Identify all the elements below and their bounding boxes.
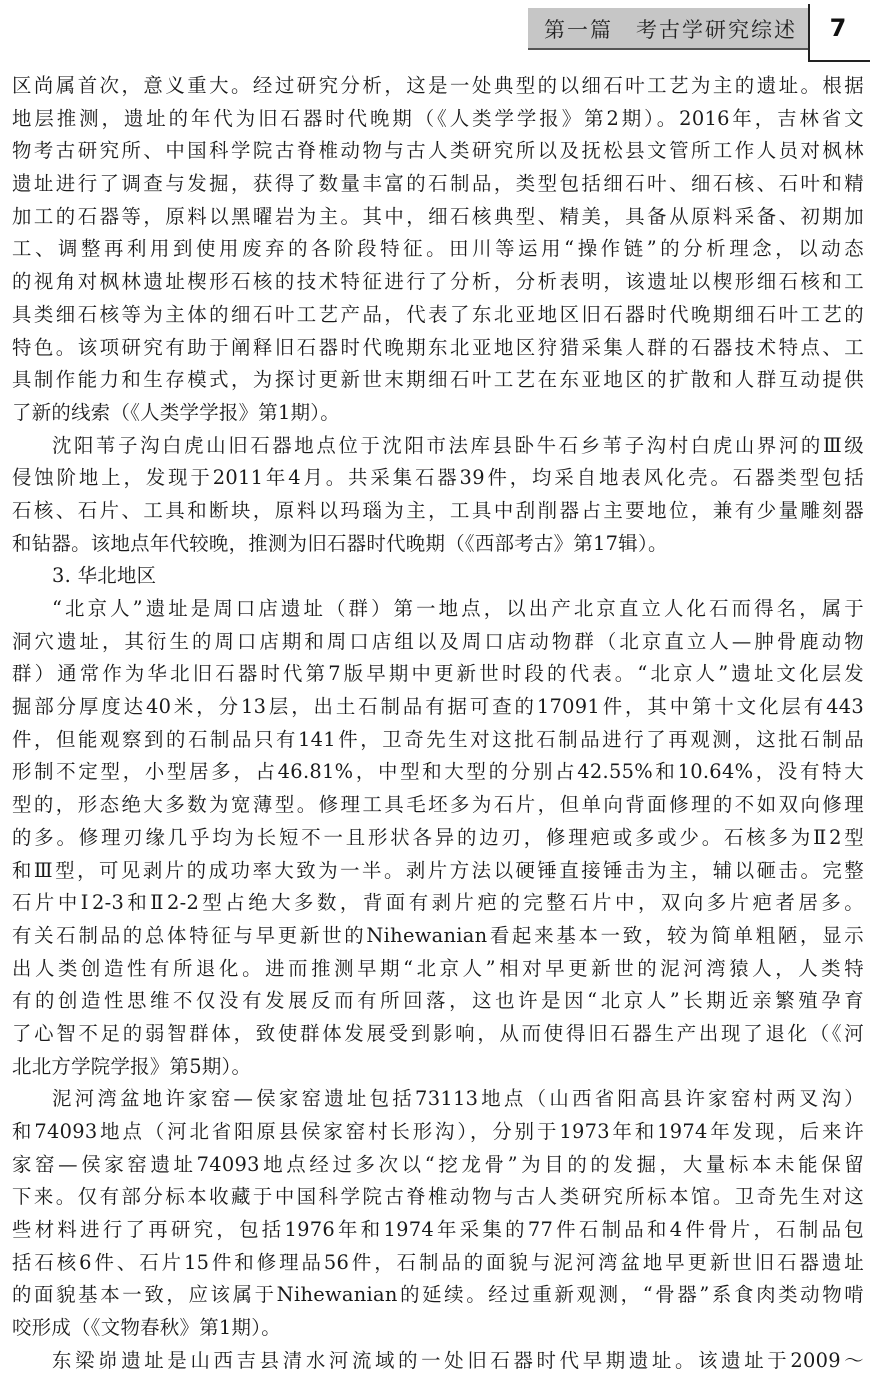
text-line: 石核、石片、工具和断块，原料以玛瑙为主，工具中刮削器占主要地位，兼有少量雕刻器 xyxy=(12,498,864,522)
text-line: 加工的石器等，原料以黑曜岩为主。其中，细石核典型、精美，具备从原料采备、初期加 xyxy=(12,204,864,228)
text-line: 件，但能观察到的石制品只有141件，卫奇先生对这批石制品进行了再观测，这批石制品 xyxy=(12,727,864,751)
text-line: 泥河湾盆地许家窑—侯家窑遗址包括73113地点（山西省阳高县许家窑村两叉沟） xyxy=(52,1087,864,1111)
text-line: 物考古研究所、中国科学院古脊椎动物与古人类研究所以及抚松县文管所工作人员对枫林 xyxy=(12,139,864,163)
text-line: 形制不定型，小型居多，占46.81%，中型和大型的分别占42.55%和10.64%，没有特大 xyxy=(12,760,864,784)
text-line: 括石核6件、石片15件和修理品56件，石制品的面貌与泥河湾盆地早更新世旧石器遗址 xyxy=(12,1250,864,1274)
page-number: 7 xyxy=(829,14,847,42)
text-line: 特色。该项研究有助于阐释旧石器时代晚期东北亚地区狩猎采集人群的石器技术特点、工 xyxy=(12,335,864,359)
text-line: “北京人”遗址是周口店遗址（群）第一地点，以出产北京直立人化石而得名，属于 xyxy=(52,597,864,620)
text-line: 工、调整再利用到使用废弃的各阶段特征。田川等运用“操作链”的分析理念，以动态 xyxy=(12,237,864,261)
text-line: 沈阳苇子沟白虎山旧石器地点位于沈阳市法库县卧牛石乡苇子沟村白虎山界河的Ⅲ级 xyxy=(52,433,864,457)
text-line: 群）通常作为华北旧石器时代第7版早期中更新世时段的代表。“北京人”遗址文化层发 xyxy=(12,662,864,686)
text-line: 型的，形态绝大多数为宽薄型。修理工具毛坯多为石片，但单向背面修理的不如双向修理 xyxy=(12,793,864,817)
text-line: 家窑—侯家窑遗址74093地点经过多次以“挖龙骨”为目的的发掘，大量标本未能保留 xyxy=(12,1152,864,1176)
text-line: 和钻器。该地点年代较晚，推测为旧石器时代晚期（《西部考古》第17辑）。 xyxy=(12,531,668,555)
text-line: 些材料进行了再研究，包括1976年和1974年采集的77件石制品和4件骨片，石制品包 xyxy=(12,1218,864,1242)
text-line: 的视角对枫林遗址楔形石核的技术特征进行了分析，分析表明，该遗址以楔形细石核和工 xyxy=(12,270,864,294)
text-line: 的面貌基本一致，应该属于Nihewanian的延续。经过重新观测，“骨器”系食肉类动物啃 xyxy=(12,1283,864,1307)
text-line: 东梁峁遗址是山西吉县清水河流域的一处旧石器时代早期遗址。该遗址于2009～ xyxy=(52,1348,864,1372)
text-line: 了新的线索（《人类学学报》第1期）。 xyxy=(12,400,340,424)
text-line: 的多。修理刃缘几乎均为长短不一且形状各异的边刃，修理疤或多或少。石核多为Ⅱ2型 xyxy=(12,825,864,849)
text-line: 和Ⅲ型，可见剥片的成功率大致为一半。剥片方法以硬锤直接锤击为主，辅以砸击。完整 xyxy=(12,858,864,882)
text-line: 侵蚀阶地上，发现于2011年4月。共采集石器39件，均采自地表风化壳。石器类型包括 xyxy=(12,466,864,490)
text-line: 具类细石核等为主体的细石叶工艺产品，代表了东北亚地区旧石器时代晚期细石叶工艺的 xyxy=(12,302,864,326)
text-line: 区尚属首次，意义重大。经过研究分析，这是一处典型的以细石叶工艺为主的遗址。根据 xyxy=(12,74,864,97)
text-line: 有的创造性思维不仅没有发展反而有所回落，这也许是因“北京人”长期近亲繁殖孕育 xyxy=(12,989,864,1013)
text-line: 地层推测，遗址的年代为旧石器时代晚期（《人类学学报》第2期）。2016年，吉林省文 xyxy=(12,106,864,130)
body-text xyxy=(12,70,864,1378)
running-header xyxy=(0,0,873,62)
text-line: 北北方学院学报》第5期）。 xyxy=(12,1054,252,1078)
text-line: 咬形成（《文物春秋》第1期）。 xyxy=(12,1316,281,1340)
section-title: 第一篇 考古学研究综述 xyxy=(544,18,797,42)
text-line: 3. 华北地区 xyxy=(52,564,157,588)
header-rule xyxy=(528,48,808,50)
text-line: 石片中Ⅰ2-3和Ⅱ2-2型占绝大多数，背面有剥片疤的完整石片中，双向多片疤者居多。 xyxy=(12,891,864,915)
text-line: 洞穴遗址，其衍生的周口店期和周口店组以及周口店动物群（北京直立人—肿骨鹿动物 xyxy=(12,629,864,653)
text-line: 和74093地点（河北省阳原县侯家窑村长形沟），分别于1973年和1974年发现，后来许 xyxy=(12,1120,864,1143)
text-line: 了心智不足的弱智群体，致使群体发展受到影响，从而使得旧石器生产出现了退化（《河 xyxy=(12,1021,864,1045)
text-line: 掘部分厚度达40米，分13层，出土石制品有据可查的17091件，其中第十文化层有443 xyxy=(12,695,864,719)
text-line: 出人类创造性有所退化。进而推测早期“北京人”相对早更新世的泥河湾猿人，人类特 xyxy=(12,956,864,980)
text-line: 有关石制品的总体特征与早更新世的Nihewanian看起来基本一致，较为简单粗陋，显示 xyxy=(12,923,864,947)
text-line: 具制作能力和生存模式，为探讨更新世末期细石叶工艺在东亚地区的扩散和人群互动提供 xyxy=(12,368,864,392)
text-line: 下来。仅有部分标本收藏于中国科学院古脊椎动物与古人类研究所标本馆。卫奇先生对这 xyxy=(12,1185,864,1209)
text-line: 遗址进行了调查与发掘，获得了数量丰富的石制品，类型包括细石叶、细石核、石叶和精 xyxy=(12,172,864,196)
